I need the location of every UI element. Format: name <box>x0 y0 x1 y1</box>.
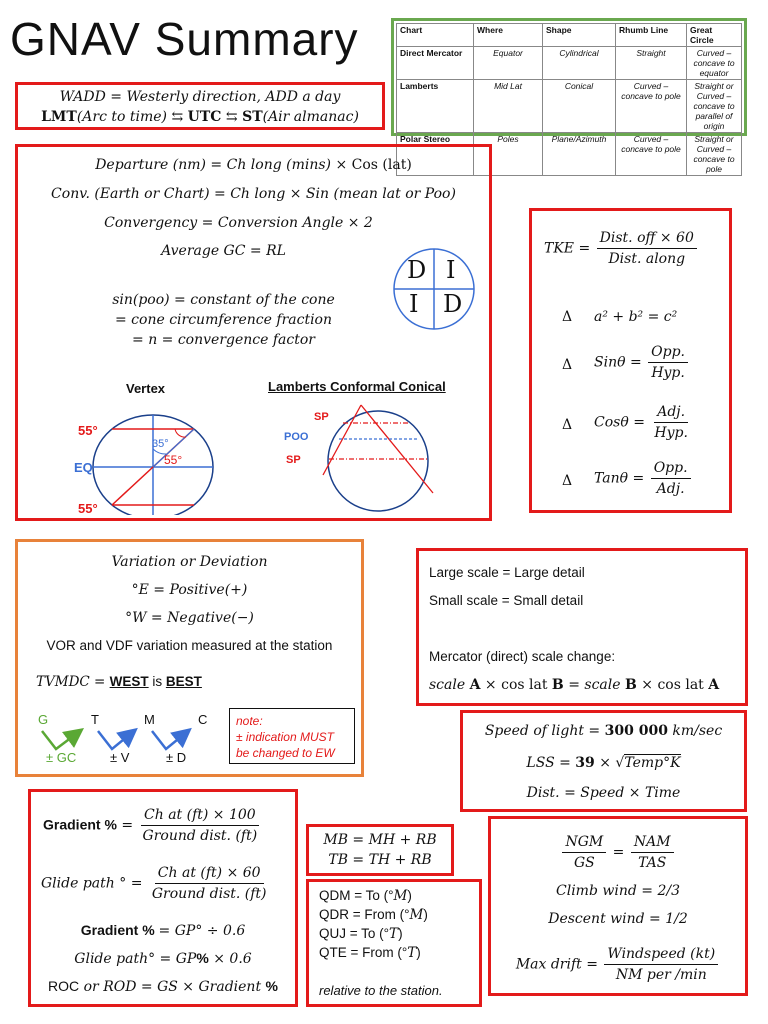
vor-vdf-note: VOR and VDF variation measured at the station <box>46 638 333 653</box>
table-cell: Straight or Curved – concave to parallel of origin <box>687 80 742 133</box>
sinpoo-line-1: sin(poo) = constant of the cone <box>112 292 335 308</box>
east-positive: °E = Positive(+) <box>131 582 248 598</box>
didi-letter: I <box>409 290 419 318</box>
triangle-symbol: Δ <box>562 357 573 373</box>
col-header: Rhumb Line <box>616 24 687 47</box>
letter-m: M <box>144 712 155 727</box>
didi-diagram <box>391 246 477 332</box>
col-header: Great Circle <box>687 24 742 47</box>
letter-c: C <box>198 712 208 727</box>
vertex-lat-top: 55° <box>78 423 98 438</box>
wind-box <box>488 816 748 996</box>
conv-formula: Conv. (Earth or Chart) = Ch long × Sin (mean lat or Poo) <box>51 186 456 202</box>
bearing-box <box>306 824 454 876</box>
vertex-diagram <box>68 405 238 515</box>
lamberts-sp-bottom: SP <box>286 454 301 466</box>
qdm: QDM = To (°M) <box>319 888 412 904</box>
glide-path-formula: Glide path ° = $\frac{\text{Ch at (ft) × 60}}{\text{Ground dist. (ft)}}$ <box>41 865 267 902</box>
climb-wind: Climb wind = 2/3 <box>556 883 680 899</box>
gradient-percent-formula: Gradient % = $\frac{\text{Ch at (ft) × 100}}{\text{Ground dist. (ft)}}$ <box>43 807 258 844</box>
table-cell: Plane/Azimuth <box>543 133 616 176</box>
mercator-scale-title: Mercator (direct) scale change: <box>429 649 616 664</box>
col-header: Where <box>474 24 543 47</box>
vertex-title: Vertex <box>126 381 166 396</box>
pythagoras-formula: a² + b² = c² <box>594 309 678 325</box>
vertex-angle-55: 55° <box>164 453 183 467</box>
col-header: Chart <box>397 24 474 47</box>
didi-letter: D <box>443 290 463 318</box>
triangle-symbol: Δ <box>562 417 573 433</box>
vertex-angle-35: 35° <box>152 438 169 450</box>
departure-convergency-box <box>15 144 492 521</box>
sinpoo-line-2: = cone circumference fraction <box>115 312 332 328</box>
max-drift-formula: Max drift = $\frac{\text{Windspeed (kt)}}{\text{NM per /min}}$ <box>491 945 745 984</box>
table-cell: Cylindrical <box>543 47 616 80</box>
departure-formula: Departure (nm) = Ch long (mins) × Cos (lat) <box>95 157 412 173</box>
variation-title: Variation or Deviation <box>111 554 268 570</box>
scale-box <box>416 548 748 706</box>
qte: QTE = From (°T) <box>319 945 421 961</box>
triangle-symbol: Δ <box>562 309 573 325</box>
table-cell: Conical <box>543 80 616 133</box>
mb-formula: MB = MH + RB <box>323 832 437 848</box>
label-d: ± D <box>166 750 187 765</box>
triangle-symbol: Δ <box>562 473 573 489</box>
didi-letter: D <box>407 256 427 284</box>
mercator-scale-formula: scale A × cos lat B = scale B × cos lat A <box>429 677 720 693</box>
vertex-lat-bottom: 55° <box>78 501 98 516</box>
wadd-box <box>15 82 385 130</box>
quj: QUJ = To (°T) <box>319 926 403 942</box>
col-header: Shape <box>543 24 616 47</box>
table-cell: Curved – concave to equator <box>687 47 742 80</box>
letter-g: G <box>38 712 49 727</box>
lamberts-poo: POO <box>284 431 309 443</box>
cos-formula: Cosθ = $\frac{\text{Adj.}}{\text{Hyp.}}$ <box>594 404 688 441</box>
vertex-eq: EQ <box>74 460 93 475</box>
label-v: ± V <box>110 750 130 765</box>
tvmdc-line: TVMDC = WEST is BEST <box>36 674 202 690</box>
didi-letter: I <box>446 256 456 284</box>
table-cell: Polar Stereo <box>397 133 474 176</box>
tan-formula: Tanθ = $\frac{\text{Opp.}}{\text{Adj.}}$ <box>594 459 693 498</box>
lss-formula: LSS = 39 × √Temp°K <box>526 755 681 771</box>
west-negative: °W = Negative(−) <box>125 610 254 626</box>
gradient-gp-formula: Gradient % = GP° ÷ 0.6 <box>80 922 246 939</box>
gradient-box <box>28 789 298 1007</box>
large-scale: Large scale = Large detail <box>429 565 585 580</box>
wadd-line: WADD = Westerly direction, ADD a day <box>59 89 341 105</box>
didi-circle-svg <box>391 246 477 332</box>
q-relative-note: relative to the station. <box>319 983 443 998</box>
table-cell: Curved – concave to pole <box>616 133 687 176</box>
tke-formula: TKE = $\frac{\text{Dist. off × 60}}{\text{Dist. along}}$ <box>544 229 699 268</box>
table-cell: Lamberts <box>397 80 474 133</box>
roc-rod-formula: ROC or ROD = GS × Gradient % <box>48 978 278 995</box>
small-scale: Small scale = Small detail <box>429 593 584 608</box>
distance-formula: Dist. = Speed × Time <box>526 785 681 801</box>
table-cell: Straight or Curved – concave to pole <box>687 133 742 176</box>
descent-wind: Descent wind = 1/2 <box>548 911 688 927</box>
speed-of-light: Speed of light = 300 000 km/sec <box>484 723 723 739</box>
ew-note-box: note: ± indication MUST be changed to EW <box>229 708 355 764</box>
lamberts-title: Lamberts Conformal Conical <box>268 379 446 394</box>
glide-path-gp-formula: Glide path° = GP% × 0.6 <box>74 950 252 967</box>
average-gc-formula: Average GC = RL <box>161 243 286 259</box>
tke-trig-box <box>529 208 732 513</box>
lamberts-sp-top: SP <box>314 411 329 423</box>
label-gc: ± GC <box>46 750 77 765</box>
tb-formula: TB = TH + RB <box>328 852 432 868</box>
ngm-nam-formula: $\frac{\text{NGM}}{GS}$ = $\frac{\text{NAM}}{\text{TAS}}$ <box>491 833 745 872</box>
sinpoo-line-3: = n = convergence factor <box>132 332 315 348</box>
table-cell: Curved – concave to pole <box>616 80 687 133</box>
page-title: GNAV Summary <box>10 13 359 65</box>
table-cell: Equator <box>474 47 543 80</box>
convergency-formula: Convergency = Conversion Angle × 2 <box>104 215 373 231</box>
sin-formula: Sinθ = $\frac{\text{Opp.}}{\text{Hyp.}}$ <box>594 343 690 382</box>
chart-projection-table <box>391 18 747 174</box>
qdr: QDR = From (°M) <box>319 907 428 923</box>
letter-t: T <box>91 712 99 727</box>
q-codes-box <box>306 879 482 1007</box>
table-cell: Poles <box>474 133 543 176</box>
table-cell: Straight <box>616 47 687 80</box>
variation-box <box>15 539 364 777</box>
table-cell: Mid Lat <box>474 80 543 133</box>
lmt-line: LMT(Arc to time) ⇆ UTC ⇆ ST(Air almanac) <box>41 109 359 125</box>
table-cell: Direct Mercator <box>397 47 474 80</box>
speed-box <box>460 710 747 812</box>
